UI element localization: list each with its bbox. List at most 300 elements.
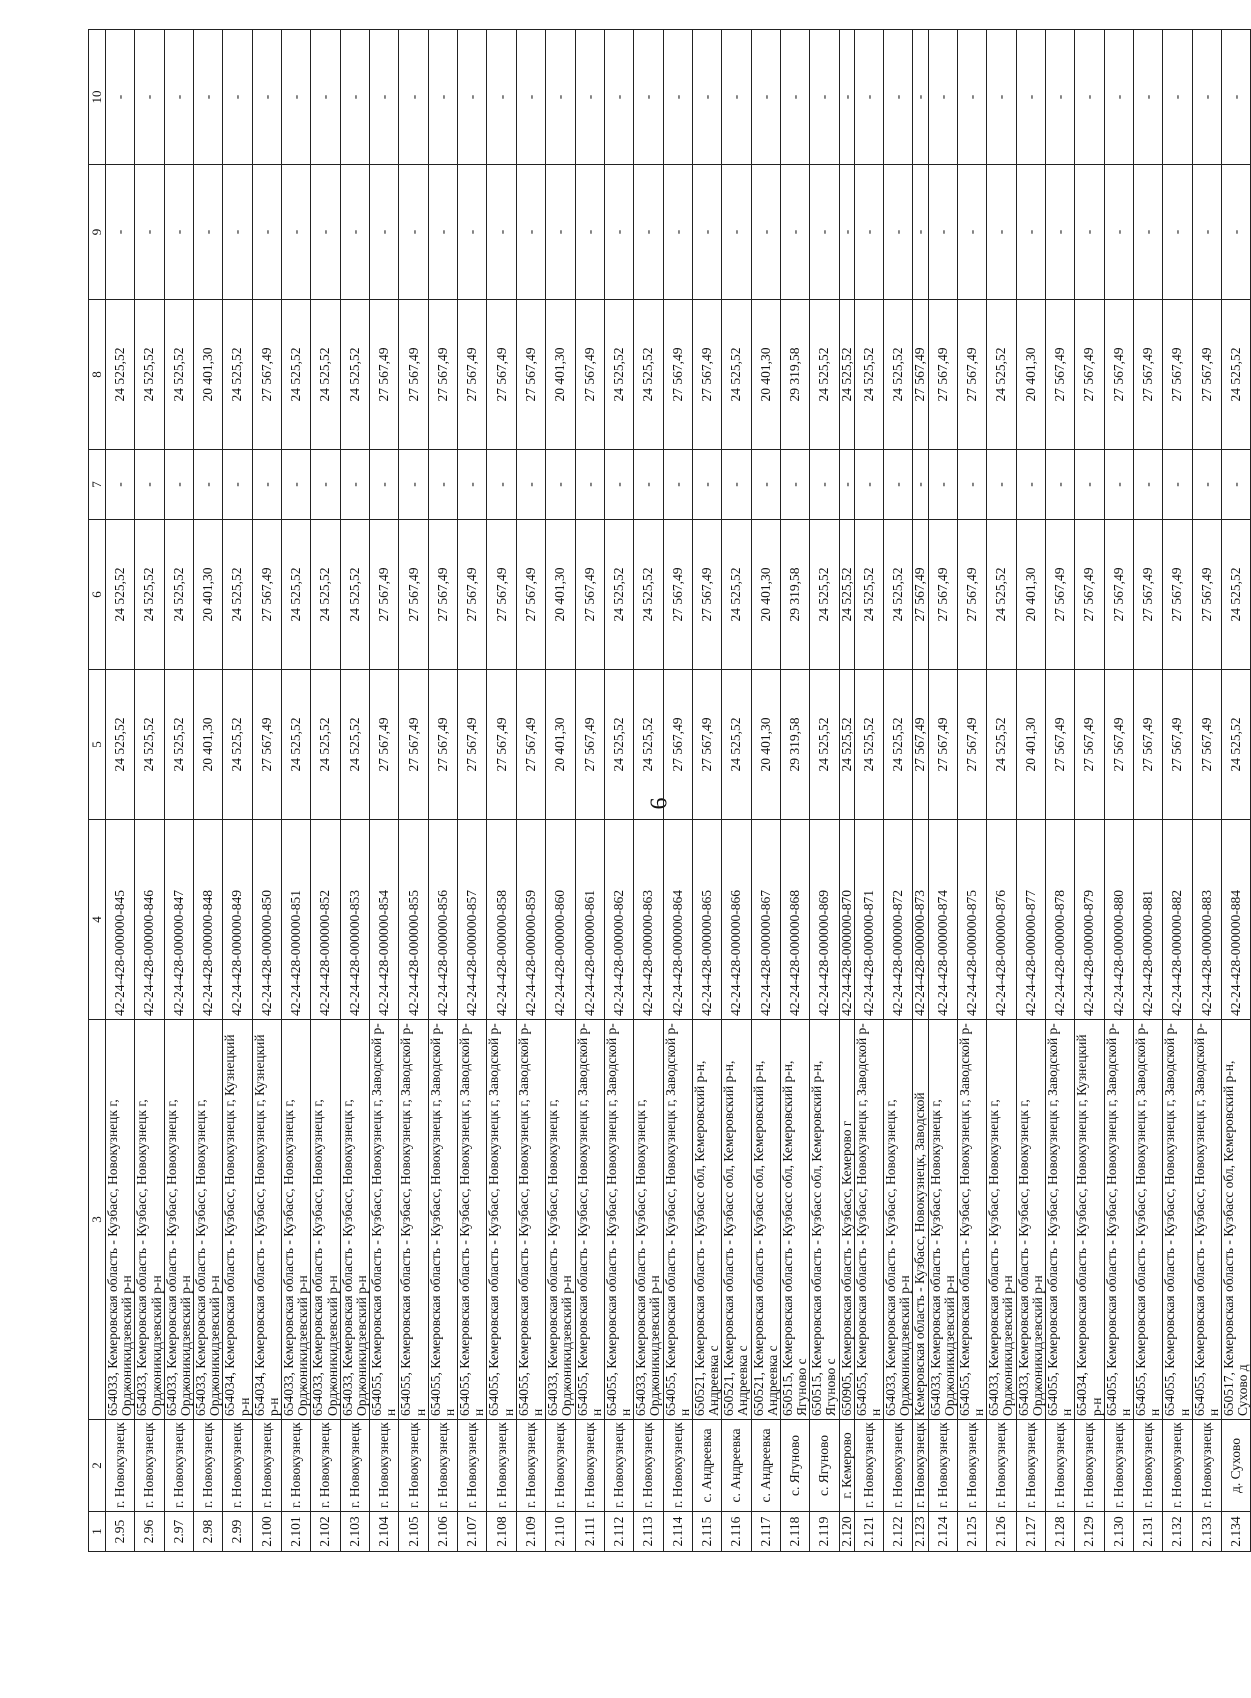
value-col6: 27 567,49 (1104, 520, 1133, 670)
settlement: г. Новокузнецк (252, 1420, 281, 1512)
settlement: г. Новокузнецк (1075, 1420, 1104, 1512)
value-col8: 27 567,49 (1163, 300, 1192, 450)
settlement: г. Новокузнецк (575, 1420, 604, 1512)
table-row (987, 30, 1016, 1552)
value-col6: 27 567,49 (663, 520, 692, 670)
value-col6: 27 567,49 (428, 520, 457, 670)
value-col8: 24 525,52 (135, 300, 164, 450)
address: 654055, Кемеровская область - Кузбасс, Новокузнецк г, Заводской р-н (1134, 1020, 1163, 1420)
value-col5: 27 567,49 (1046, 670, 1075, 820)
value-col6: 27 567,49 (487, 520, 516, 670)
value-col6: 24 525,52 (106, 520, 135, 670)
record-id: 42-24-428-000000-881 (1134, 820, 1163, 1020)
address: 654055, Кемеровская область - Кузбасс, Новокузнецк г, Заводской р-н (1104, 1020, 1133, 1420)
record-id: 42-24-428-000000-847 (164, 820, 193, 1020)
value-col5: 20 401,30 (1016, 670, 1045, 820)
value-col9: - (663, 165, 692, 300)
row-number: 2.126 (987, 1512, 1016, 1552)
value-col5: 27 567,49 (252, 670, 281, 820)
table-row (854, 30, 883, 1552)
value-col10: - (282, 30, 311, 165)
value-col10: - (194, 30, 223, 165)
value-col8: 27 567,49 (1104, 300, 1133, 450)
record-id: 42-24-428-000000-860 (546, 820, 575, 1020)
value-col9: - (634, 165, 663, 300)
value-col8: 24 525,52 (311, 300, 340, 450)
value-col10: - (546, 30, 575, 165)
value-col6: 20 401,30 (194, 520, 223, 670)
table-row (1134, 30, 1163, 1552)
value-col7: - (340, 450, 369, 520)
settlement: г. Новокузнецк (370, 1420, 399, 1512)
value-col7: - (1104, 450, 1133, 520)
settlement: с. Андреевка (751, 1420, 780, 1512)
value-col6: 27 567,49 (516, 520, 545, 670)
value-col6: 27 567,49 (913, 520, 928, 670)
rotated-table-wrapper (88, 30, 1251, 1552)
value-col10: - (458, 30, 487, 165)
address: 654033, Кемеровская область - Кузбасс, Новокузнецк г, Орджоникидзевский р-н (987, 1020, 1016, 1420)
address: 654055, Кемеровская область - Кузбасс, Новокузнецк г, Заводской р-н (1046, 1020, 1075, 1420)
settlement: г. Новокузнецк (1104, 1420, 1133, 1512)
record-id: 42-24-428-000000-867 (751, 820, 780, 1020)
settlement: г. Новокузнецк (487, 1420, 516, 1512)
record-id: 42-24-428-000000-850 (252, 820, 281, 1020)
value-col7: - (1046, 450, 1075, 520)
settlement: г. Новокузнецк (634, 1420, 663, 1512)
value-col9: - (1222, 165, 1251, 300)
row-number: 2.105 (399, 1512, 428, 1552)
address: 654034, Кемеровская область - Кузбасс, Новокузнецк г, Кузнецкий р-н (252, 1020, 281, 1420)
value-col7: - (604, 450, 633, 520)
value-col9: - (487, 165, 516, 300)
value-col7: - (1222, 450, 1251, 520)
table-row (487, 30, 516, 1552)
value-col10: - (810, 30, 839, 165)
settlement: г. Новокузнецк (223, 1420, 252, 1512)
value-col8: 20 401,30 (751, 300, 780, 450)
record-id: 42-24-428-000000-855 (399, 820, 428, 1020)
settlement: с. Андреевка (722, 1420, 751, 1512)
settlement: г. Новокузнецк (854, 1420, 883, 1512)
record-id: 42-24-428-000000-879 (1075, 820, 1104, 1020)
table-row (458, 30, 487, 1552)
value-col8: 27 567,49 (928, 300, 957, 450)
table-row (282, 30, 311, 1552)
settlement: г. Новокузнецк (311, 1420, 340, 1512)
value-col9: - (1104, 165, 1133, 300)
row-number: 2.115 (692, 1512, 721, 1552)
value-col6: 24 525,52 (604, 520, 633, 670)
value-col7: - (1016, 450, 1045, 520)
column-header: 7 (89, 450, 106, 520)
value-col9: - (987, 165, 1016, 300)
value-col8: 27 567,49 (1134, 300, 1163, 450)
record-id: 42-24-428-000000-884 (1222, 820, 1251, 1020)
table-row (957, 30, 986, 1552)
value-col8: 27 567,49 (399, 300, 428, 450)
value-col6: 24 525,52 (810, 520, 839, 670)
value-col8: 24 525,52 (164, 300, 193, 450)
address: 654055, Кемеровская область - Кузбасс, Новокузнецк г, Заводской р-н (1163, 1020, 1192, 1420)
settlement: г. Новокузнецк (135, 1420, 164, 1512)
value-col10: - (370, 30, 399, 165)
address: 654055, Кемеровская область - Кузбасс, Новокузнецк г, Заводской р-н (516, 1020, 545, 1420)
value-col9: - (1075, 165, 1104, 300)
record-id: 42-24-428-000000-869 (810, 820, 839, 1020)
row-number: 2.130 (1104, 1512, 1133, 1552)
table-row (663, 30, 692, 1552)
address: 654055, Кемеровская область - Кузбасс, Новокузнецк г, Заводской р-н (854, 1020, 883, 1420)
value-col10: - (604, 30, 633, 165)
value-col9: - (604, 165, 633, 300)
table-row (1046, 30, 1075, 1552)
value-col5: 27 567,49 (1163, 670, 1192, 820)
value-col6: 24 525,52 (839, 520, 854, 670)
row-number: 2.122 (884, 1512, 913, 1552)
settlement: г. Новокузнецк (604, 1420, 633, 1512)
record-id: 42-24-428-000000-861 (575, 820, 604, 1020)
record-id: 42-24-428-000000-853 (340, 820, 369, 1020)
value-col7: - (106, 450, 135, 520)
value-col7: - (854, 450, 883, 520)
value-col6: 24 525,52 (135, 520, 164, 670)
value-col9: - (751, 165, 780, 300)
value-col7: - (913, 450, 928, 520)
address: 650515, Кемеровская область - Кузбасс обл, Кемеровский р-н, Ягуново с (780, 1020, 809, 1420)
table-row (722, 30, 751, 1552)
row-number: 2.121 (854, 1512, 883, 1552)
value-col7: - (928, 450, 957, 520)
value-col7: - (987, 450, 1016, 520)
address: 654033, Кемеровская область - Кузбасс, Новокузнецк г, Орджоникидзевский р-н (546, 1020, 575, 1420)
value-col6: 27 567,49 (1046, 520, 1075, 670)
address: 654055, Кемеровская область - Кузбасс, Новокузнецк г, Заводской р-н (428, 1020, 457, 1420)
value-col9: - (282, 165, 311, 300)
address: 654055, Кемеровская область - Кузбасс, Новокузнецк г, Заводской р-н (1192, 1020, 1221, 1420)
value-col5: 24 525,52 (282, 670, 311, 820)
row-number: 2.117 (751, 1512, 780, 1552)
row-number: 2.103 (340, 1512, 369, 1552)
row-number: 2.127 (1016, 1512, 1045, 1552)
value-col10: - (106, 30, 135, 165)
value-col6: 20 401,30 (1016, 520, 1045, 670)
value-col6: 24 525,52 (884, 520, 913, 670)
table-row (194, 30, 223, 1552)
record-id: 42-24-428-000000-864 (663, 820, 692, 1020)
table-row (751, 30, 780, 1552)
row-number: 2.113 (634, 1512, 663, 1552)
table-row (780, 30, 809, 1552)
value-col6: 27 567,49 (957, 520, 986, 670)
value-col9: - (575, 165, 604, 300)
value-col8: 27 567,49 (692, 300, 721, 450)
table-row (164, 30, 193, 1552)
record-id: 42-24-428-000000-866 (722, 820, 751, 1020)
column-header: 5 (89, 670, 106, 820)
address: 654033, Кемеровская область - Кузбасс, Новокузнецк г, Орджоникидзевский р-н (311, 1020, 340, 1420)
table-row (340, 30, 369, 1552)
value-col9: - (1134, 165, 1163, 300)
value-col5: 24 525,52 (106, 670, 135, 820)
value-col8: 24 525,52 (854, 300, 883, 450)
value-col9: - (370, 165, 399, 300)
value-col8: 27 567,49 (252, 300, 281, 450)
record-id: 42-24-428-000000-849 (223, 820, 252, 1020)
address: 650521, Кемеровская область - Кузбасс обл, Кемеровский р-н, Андреевка с (722, 1020, 751, 1420)
value-col6: 27 567,49 (1192, 520, 1221, 670)
header-row (89, 30, 106, 1552)
value-col9: - (913, 165, 928, 300)
value-col8: 27 567,49 (487, 300, 516, 450)
row-number: 2.95 (106, 1512, 135, 1552)
value-col10: - (575, 30, 604, 165)
value-col10: - (1134, 30, 1163, 165)
table-row (370, 30, 399, 1552)
value-col9: - (311, 165, 340, 300)
settlement: г. Новокузнецк (194, 1420, 223, 1512)
value-col10: - (1104, 30, 1133, 165)
table-row (884, 30, 913, 1552)
record-id: 42-24-428-000000-883 (1192, 820, 1221, 1020)
value-col8: 27 567,49 (663, 300, 692, 450)
settlement: г. Новокузнецк (546, 1420, 575, 1512)
address: 654033, Кемеровская область - Кузбасс, Новокузнецк г, Орджоникидзевский р-н (884, 1020, 913, 1420)
value-col8: 24 525,52 (106, 300, 135, 450)
value-col6: 27 567,49 (928, 520, 957, 670)
value-col5: 27 567,49 (957, 670, 986, 820)
table-row (913, 30, 928, 1552)
table-row (546, 30, 575, 1552)
table-body (106, 30, 1251, 1552)
value-col6: 27 567,49 (1134, 520, 1163, 670)
settlement: г. Новокузнецк (1046, 1420, 1075, 1512)
row-number: 2.100 (252, 1512, 281, 1552)
address: Кемеровская область - Кузбасс, Новокузнецк, Заводской (913, 1020, 928, 1420)
value-col10: - (751, 30, 780, 165)
value-col9: - (135, 165, 164, 300)
table-row (135, 30, 164, 1552)
value-col7: - (370, 450, 399, 520)
value-col10: - (1075, 30, 1104, 165)
value-col10: - (1192, 30, 1221, 165)
value-col7: - (1134, 450, 1163, 520)
record-id: 42-24-428-000000-874 (928, 820, 957, 1020)
value-col9: - (194, 165, 223, 300)
value-col6: 24 525,52 (1222, 520, 1251, 670)
value-col10: - (1222, 30, 1251, 165)
value-col7: - (516, 450, 545, 520)
value-col5: 27 567,49 (458, 670, 487, 820)
address: 654055, Кемеровская область - Кузбасс, Новокузнецк г, Заводской р-н (370, 1020, 399, 1420)
address: 650515, Кемеровская область - Кузбасс обл, Кемеровский р-н, Ягуново с (810, 1020, 839, 1420)
address: 654055, Кемеровская область - Кузбасс, Новокузнецк г, Заводской р-н (957, 1020, 986, 1420)
value-col9: - (516, 165, 545, 300)
value-col5: 24 525,52 (164, 670, 193, 820)
address: 654055, Кемеровская область - Кузбасс, Новокузнецк г, Заводской р-н (399, 1020, 428, 1420)
value-col5: 27 567,49 (1104, 670, 1133, 820)
column-header: 3 (89, 1020, 106, 1420)
address: 650521, Кемеровская область - Кузбасс обл, Кемеровский р-н, Андреевка с (692, 1020, 721, 1420)
value-col10: - (634, 30, 663, 165)
record-id: 42-24-428-000000-880 (1104, 820, 1133, 1020)
value-col7: - (252, 450, 281, 520)
settlement: г. Новокузнецк (1016, 1420, 1045, 1512)
value-col5: 27 567,49 (399, 670, 428, 820)
value-col8: 27 567,49 (428, 300, 457, 450)
value-col6: 24 525,52 (340, 520, 369, 670)
value-col6: 27 567,49 (399, 520, 428, 670)
value-col7: - (884, 450, 913, 520)
table-row (311, 30, 340, 1552)
row-number: 2.97 (164, 1512, 193, 1552)
value-col9: - (692, 165, 721, 300)
value-col10: - (428, 30, 457, 165)
value-col6: 20 401,30 (751, 520, 780, 670)
table-row (810, 30, 839, 1552)
value-col10: - (340, 30, 369, 165)
settlement: г. Новокузнецк (884, 1420, 913, 1512)
value-col10: - (252, 30, 281, 165)
value-col7: - (780, 450, 809, 520)
settlement: г. Новокузнецк (1163, 1420, 1192, 1512)
value-col5: 27 567,49 (370, 670, 399, 820)
table-row (428, 30, 457, 1552)
address: 654033, Кемеровская область - Кузбасс, Новокузнецк г, Орджоникидзевский р-н (634, 1020, 663, 1420)
value-col8: 24 525,52 (987, 300, 1016, 450)
value-col6: 24 525,52 (164, 520, 193, 670)
value-col7: - (839, 450, 854, 520)
value-col5: 27 567,49 (913, 670, 928, 820)
value-col10: - (722, 30, 751, 165)
column-header: 4 (89, 820, 106, 1020)
value-col7: - (223, 450, 252, 520)
table-row (399, 30, 428, 1552)
row-number: 2.132 (1163, 1512, 1192, 1552)
value-col8: 27 567,49 (1046, 300, 1075, 450)
value-col10: - (854, 30, 883, 165)
value-col10: - (1016, 30, 1045, 165)
record-id: 42-24-428-000000-857 (458, 820, 487, 1020)
value-col5: 27 567,49 (487, 670, 516, 820)
value-col5: 27 567,49 (1075, 670, 1104, 820)
settlement: г. Новокузнецк (458, 1420, 487, 1512)
value-col6: 20 401,30 (546, 520, 575, 670)
record-id: 42-24-428-000000-868 (780, 820, 809, 1020)
record-id: 42-24-428-000000-856 (428, 820, 457, 1020)
column-header: 6 (89, 520, 106, 670)
page-number: 6 (646, 797, 673, 810)
row-number: 2.106 (428, 1512, 457, 1552)
row-number: 2.96 (135, 1512, 164, 1552)
table-row (928, 30, 957, 1552)
value-col7: - (663, 450, 692, 520)
value-col10: - (663, 30, 692, 165)
value-col7: - (135, 450, 164, 520)
row-number: 2.134 (1222, 1512, 1251, 1552)
settlement: г. Кемерово (839, 1420, 854, 1512)
record-id: 42-24-428-000000-862 (604, 820, 633, 1020)
address: 654033, Кемеровская область - Кузбасс, Новокузнецк г, Орджоникидзевский р-н (135, 1020, 164, 1420)
table-row (634, 30, 663, 1552)
value-col9: - (928, 165, 957, 300)
row-number: 2.98 (194, 1512, 223, 1552)
value-col10: - (780, 30, 809, 165)
value-col5: 24 525,52 (987, 670, 1016, 820)
value-col7: - (575, 450, 604, 520)
address: 654033, Кемеровская область - Кузбасс, Новокузнецк г, Орджоникидзевский р-н (928, 1020, 957, 1420)
value-col5: 20 401,30 (194, 670, 223, 820)
value-col5: 27 567,49 (663, 670, 692, 820)
value-col5: 24 525,52 (340, 670, 369, 820)
value-col9: - (223, 165, 252, 300)
address: 654033, Кемеровская область - Кузбасс, Новокузнецк г, Орджоникидзевский р-н (282, 1020, 311, 1420)
value-col5: 24 525,52 (1222, 670, 1251, 820)
value-col9: - (399, 165, 428, 300)
value-col8: 27 567,49 (575, 300, 604, 450)
settlement: г. Новокузнецк (913, 1420, 928, 1512)
value-col10: - (692, 30, 721, 165)
record-id: 42-24-428-000000-846 (135, 820, 164, 1020)
record-id: 42-24-428-000000-882 (1163, 820, 1192, 1020)
row-number: 2.107 (458, 1512, 487, 1552)
table-row (575, 30, 604, 1552)
row-number: 2.124 (928, 1512, 957, 1552)
value-col10: - (135, 30, 164, 165)
value-col8: 20 401,30 (546, 300, 575, 450)
value-col7: - (164, 450, 193, 520)
value-col8: 24 525,52 (604, 300, 633, 450)
value-col8: 27 567,49 (516, 300, 545, 450)
value-col8: 24 525,52 (223, 300, 252, 450)
value-col9: - (839, 165, 854, 300)
value-col7: - (282, 450, 311, 520)
value-col8: 20 401,30 (1016, 300, 1045, 450)
value-col6: 24 525,52 (722, 520, 751, 670)
value-col8: 27 567,49 (370, 300, 399, 450)
row-number: 2.119 (810, 1512, 839, 1552)
settlement: г. Новокузнецк (928, 1420, 957, 1512)
record-id: 42-24-428-000000-878 (1046, 820, 1075, 1020)
value-col8: 24 525,52 (340, 300, 369, 450)
record-id: 42-24-428-000000-876 (987, 820, 1016, 1020)
value-col10: - (1046, 30, 1075, 165)
value-col10: - (987, 30, 1016, 165)
record-id: 42-24-428-000000-859 (516, 820, 545, 1020)
value-col5: 24 525,52 (810, 670, 839, 820)
row-number: 2.120 (839, 1512, 854, 1552)
value-col10: - (839, 30, 854, 165)
value-col9: - (106, 165, 135, 300)
table-row (223, 30, 252, 1552)
value-col10: - (913, 30, 928, 165)
column-header: 9 (89, 165, 106, 300)
record-id: 42-24-428-000000-854 (370, 820, 399, 1020)
table-row (106, 30, 135, 1552)
value-col5: 20 401,30 (546, 670, 575, 820)
row-number: 2.110 (546, 1512, 575, 1552)
record-id: 42-24-428-000000-863 (634, 820, 663, 1020)
value-col8: 29 319,58 (780, 300, 809, 450)
value-col9: - (252, 165, 281, 300)
row-number: 2.108 (487, 1512, 516, 1552)
settlement: г. Новокузнецк (987, 1420, 1016, 1512)
value-col7: - (399, 450, 428, 520)
value-col9: - (884, 165, 913, 300)
data-table (88, 29, 1251, 1552)
value-col8: 27 567,49 (913, 300, 928, 450)
value-col7: - (546, 450, 575, 520)
